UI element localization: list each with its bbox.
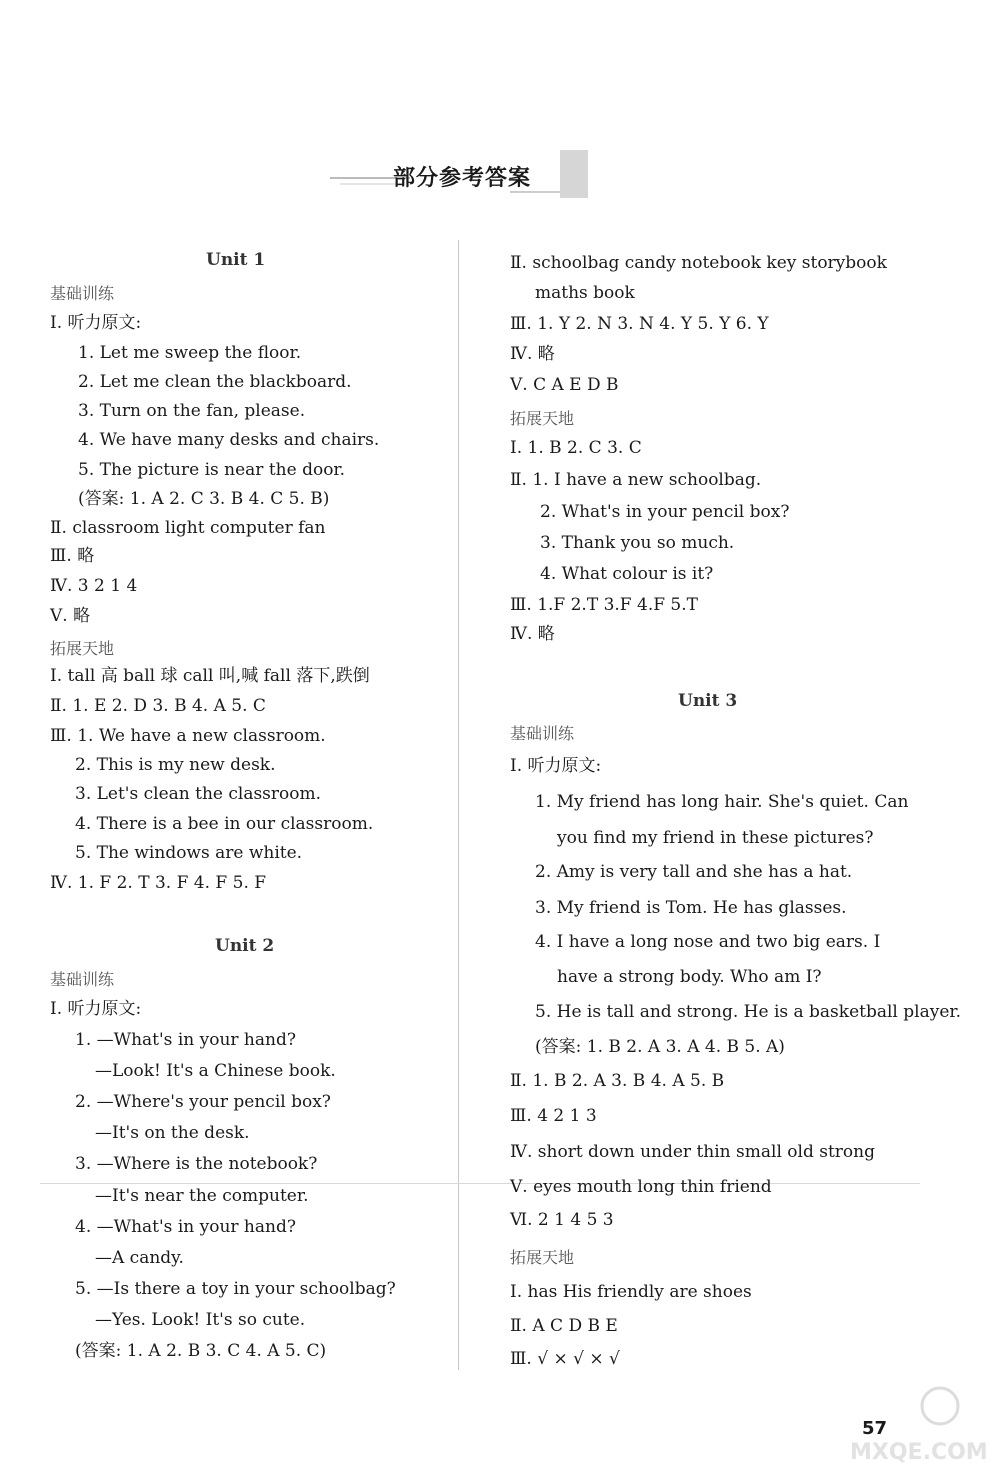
list-item: 2. This is my new desk. (75, 755, 276, 775)
list-item: —A candy. (95, 1248, 184, 1268)
list-item: Ⅲ. 1. Y 2. N 3. N 4. Y 5. Y 6. Y (510, 314, 769, 334)
list-item: 5. —Is there a toy in your schoolbag? (75, 1279, 396, 1299)
list-item: Ⅴ. eyes mouth long thin friend (510, 1177, 772, 1197)
list-item: (答案: 1. B 2. A 3. A 4. B 5. A) (535, 1037, 785, 1057)
list-item: 2. What's in your pencil box? (540, 502, 790, 522)
list-item: Ⅱ. classroom light computer fan (50, 518, 326, 538)
list-item: 4. There is a bee in our classroom. (75, 814, 374, 834)
list-item: Ⅲ. 1.F 2.T 3.F 4.F 5.T (510, 595, 698, 615)
unit1-ext-label: 拓展天地 (50, 639, 115, 658)
list-item: Ⅱ. A C D B E (510, 1316, 618, 1336)
list-item: Ⅳ. 略 (510, 624, 555, 644)
list-item: 3. Let's clean the classroom. (75, 784, 322, 804)
watermark-text: MXQE.COM (850, 1440, 988, 1465)
unit2-heading: Unit 2 (215, 936, 275, 956)
list-item: Ⅰ. 1. B 2. C 3. C (510, 438, 642, 458)
list-item: (答案: 1. A 2. B 3. C 4. A 5. C) (75, 1341, 327, 1361)
list-item: (答案: 1. A 2. C 3. B 4. C 5. B) (78, 489, 330, 509)
list-item: Ⅳ. 3 2 1 4 (50, 576, 138, 596)
list-item: 4. —What's in your hand? (75, 1217, 296, 1237)
list-item: Ⅱ. schoolbag candy notebook key storybook (510, 253, 887, 273)
unit3-basic-label: 基础训练 (510, 724, 575, 743)
list-item: Ⅳ. short down under thin small old strong (510, 1142, 875, 1162)
list-item: Ⅰ. 听力原文: (50, 313, 142, 333)
unit2-basic-label: 基础训练 (50, 970, 115, 989)
list-item: Ⅴ. C A E D B (510, 375, 619, 395)
list-item: 4. I have a long nose and two big ears. I (535, 932, 881, 952)
list-item: —It's near the computer. (95, 1186, 309, 1206)
unit1-basic-label: 基础训练 (50, 284, 115, 303)
list-item: Ⅰ. 听力原文: (510, 756, 602, 776)
list-item: 2. Amy is very tall and she has a hat. (535, 862, 853, 882)
list-item: 1. My friend has long hair. She's quiet. Can (535, 792, 909, 812)
unit2-ext-label: 拓展天地 (510, 409, 575, 428)
list-item: Ⅱ. 1. E 2. D 3. B 4. A 5. C (50, 696, 266, 716)
list-item: 1. Let me sweep the floor. (78, 343, 302, 363)
list-item: Ⅱ. 1. B 2. A 3. B 4. A 5. B (510, 1071, 725, 1091)
list-item: Ⅲ. √ × √ × √ (510, 1349, 620, 1369)
page-title: 部分参考答案 (393, 166, 532, 191)
list-item: Ⅰ. tall 高 ball 球 call 叫,喊 fall 落下,跌倒 (50, 666, 370, 686)
list-item: —It's on the desk. (95, 1123, 250, 1143)
list-item: 5. The picture is near the door. (78, 460, 346, 480)
list-item: 4. What colour is it? (540, 564, 714, 584)
list-item: Ⅲ. 1. We have a new classroom. (50, 726, 326, 746)
unit3-heading: Unit 3 (678, 691, 738, 711)
list-item: Ⅳ. 略 (510, 344, 555, 364)
list-item: you find my friend in these pictures? (557, 828, 874, 848)
list-item: Ⅱ. 1. I have a new schoolbag. (510, 470, 762, 490)
list-item: Ⅲ. 略 (50, 546, 95, 566)
list-item: 3. —Where is the notebook? (75, 1154, 318, 1174)
watermark-icon (810, 1386, 960, 1426)
list-item: 3. Turn on the fan, please. (78, 401, 306, 421)
list-item: 4. We have many desks and chairs. (78, 430, 380, 450)
list-item: 1. —What's in your hand? (75, 1030, 296, 1050)
list-item: —Yes. Look! It's so cute. (95, 1310, 306, 1330)
list-item: Ⅰ. has His friendly are shoes (510, 1282, 752, 1302)
column-divider (458, 240, 459, 1370)
unit3-ext-label: 拓展天地 (510, 1248, 575, 1267)
list-item: Ⅳ. 1. F 2. T 3. F 4. F 5. F (50, 873, 267, 893)
horizontal-rule (40, 1183, 920, 1184)
list-item: 2. Let me clean the blackboard. (78, 372, 352, 392)
list-item: 2. —Where's your pencil box? (75, 1092, 331, 1112)
list-item: 3. Thank you so much. (540, 533, 735, 553)
list-item: —Look! It's a Chinese book. (95, 1061, 336, 1081)
list-item: Ⅴ. 略 (50, 606, 91, 626)
list-item: Ⅵ. 2 1 4 5 3 (510, 1210, 614, 1230)
list-item: 5. He is tall and strong. He is a basketball player. (535, 1002, 962, 1022)
unit1-heading: Unit 1 (206, 250, 266, 270)
list-item: Ⅰ. 听力原文: (50, 999, 142, 1019)
list-item: 3. My friend is Tom. He has glasses. (535, 898, 847, 918)
list-item: maths book (535, 283, 635, 303)
list-item: Ⅲ. 4 2 1 3 (510, 1106, 597, 1126)
page-number: 57 (862, 1418, 888, 1439)
watermark-logo (810, 1386, 960, 1435)
list-item: have a strong body. Who am I? (557, 967, 822, 987)
list-item: 5. The windows are white. (75, 843, 303, 863)
